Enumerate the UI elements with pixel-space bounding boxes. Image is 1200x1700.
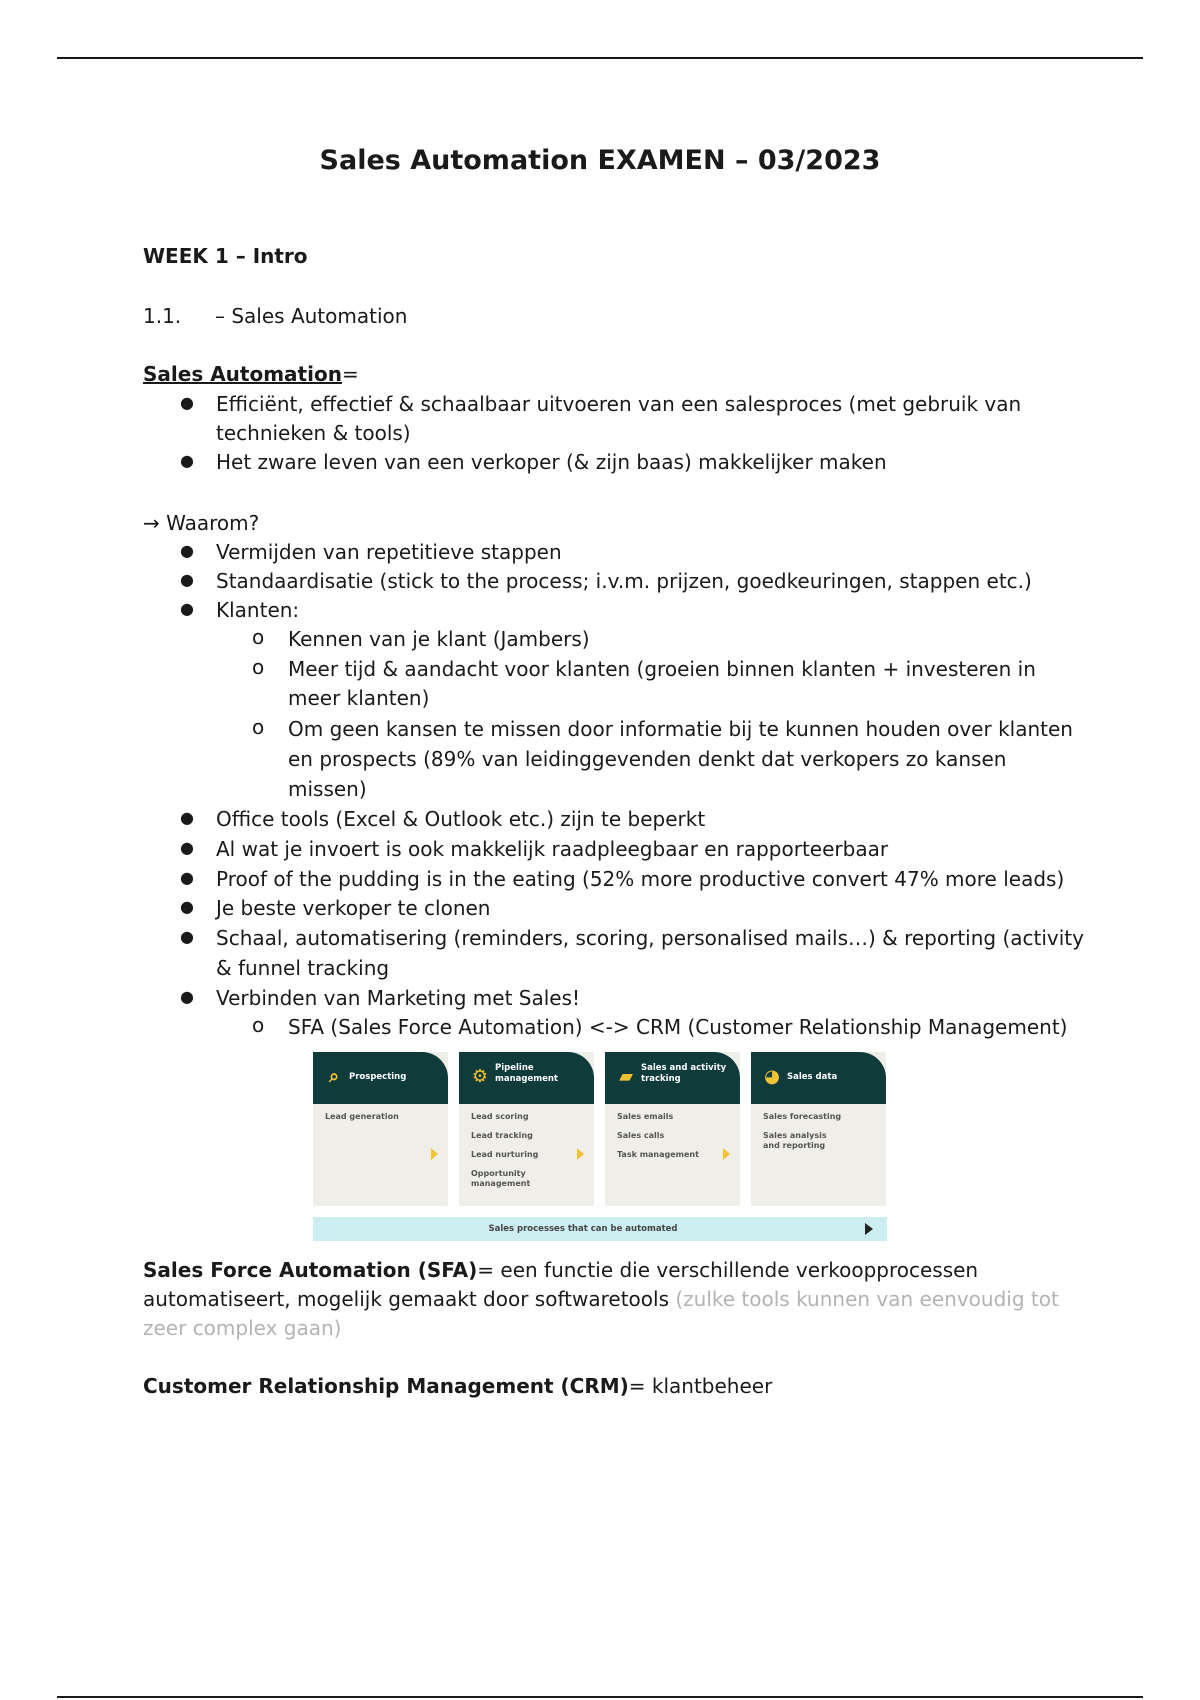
why-line: Schaal, automatisering (reminders, scoring, personalised mails…) & reporting (activity [216,926,1084,950]
why-subline: SFA (Sales Force Automation) <-> CRM (Customer Relationship Management) [288,1015,1068,1039]
why-line: Al wat je invoert is ook makkelijk raadpleegbaar en rapporteerbaar [216,837,889,861]
pie-icon: ◕ [764,1066,780,1087]
section-title: – Sales Automation [215,304,408,328]
why-subline: Kennen van je klant (Jambers) [288,627,590,651]
card-item: Sales forecasting [763,1112,842,1121]
figure-card-prospecting [313,1052,448,1206]
bullet-icon: ● [180,808,194,827]
card-item: Sales analysis and reporting [763,1131,827,1150]
bullet-icon: ● [180,987,194,1006]
card-item: Lead nurturing [471,1150,539,1159]
sfa-note-cont: zeer complex gaan) [143,1316,342,1340]
sfa-line-2 [143,1285,1059,1314]
sub-bullet-icon: o [252,715,265,739]
bullet-icon: ● [180,838,194,857]
definition-heading [143,360,359,389]
why-subline-cont: missen) [288,777,367,801]
definition-bullet-1: Efficiënt, effectief & schaalbaar uitvoeren van een salesproces (met gebruik van [216,392,1022,416]
sub-bullet-icon: o [252,655,265,679]
play-arrow-icon [431,1148,438,1160]
card-heading: Pipeline management [495,1063,558,1084]
play-arrow-icon [723,1148,730,1160]
card-item: Task management [617,1150,699,1159]
card-heading: Prospecting [349,1072,407,1082]
gear-icon: ⚙ [471,1066,489,1087]
search-icon: ⌕ [328,1066,340,1087]
crm-term: Customer Relationship Management (CRM) [143,1374,629,1398]
week-heading: WEEK 1 – Intro [143,244,308,268]
why-line: Je beste verkoper te clonen [216,896,491,920]
section-number: 1.1. [143,304,182,328]
card-item: Lead scoring [471,1112,529,1121]
why-line: Klanten: [216,598,300,622]
figure-card-sales-data [751,1052,886,1206]
why-line: Standaardisatie (stick to the process; i.v.m. prijzen, goedkeuringen, stappen etc.) [216,569,1032,593]
bullet-icon: ● [180,451,194,470]
sfa-def: = een functie die verschillende verkoopprocessen [477,1258,979,1282]
footer-rule [57,1696,1143,1698]
figure-card-pipeline [459,1052,594,1206]
card-item: Sales calls [617,1131,665,1140]
card-heading: Sales and activity tracking [641,1063,727,1084]
bullet-icon: ● [180,868,194,887]
bullet-icon: ● [180,570,194,589]
header-rule [57,57,1143,59]
figure-card-sales-activity [605,1052,740,1206]
sub-bullet-icon: o [252,1013,265,1037]
card-header [313,1052,448,1104]
why-line: Office tools (Excel & Outlook etc.) zijn te beperkt [216,807,706,831]
card-header [459,1052,594,1104]
why-line: Vermijden van repetitieve stappen [216,540,562,564]
bullet-icon: ● [180,541,194,560]
sfa-def-cont: automatiseert, mogelijk gemaakt door softwaretools [143,1287,669,1311]
definition-suffix: = [341,362,359,386]
why-subline: Meer tijd & aandacht voor klanten (groeien binnen klanten + investeren in [288,657,1036,681]
card-item: Lead generation [325,1112,399,1121]
bullet-icon: ● [180,927,194,946]
card-heading: Sales data [787,1072,838,1082]
definition-term: Sales Automation [143,362,342,386]
card-item: Lead tracking [471,1131,533,1140]
chart-icon: ▰ [619,1066,633,1087]
why-line-cont: & funnel tracking [216,956,390,980]
why-subline-cont: meer klanten) [288,686,430,710]
card-header [751,1052,886,1104]
why-line: Verbinden van Marketing met Sales! [216,986,581,1010]
sales-automation-figure [313,1052,887,1242]
figure-process-bar [313,1217,887,1241]
crm-line [143,1372,772,1401]
sfa-line-1 [143,1256,978,1285]
card-item: Sales emails [617,1112,674,1121]
why-subline: Om geen kansen te missen door informatie bij te kunnen houden over klanten [288,717,1073,741]
sfa-term: Sales Force Automation (SFA) [143,1258,478,1282]
why-heading: → Waarom? [143,511,260,535]
bullet-icon: ● [180,393,194,412]
bullet-icon: ● [180,599,194,618]
definition-bullet-2: Het zware leven van een verkoper (& zijn baas) makkelijker maken [216,450,887,474]
why-subline-cont: en prospects (89% van leidinggevenden denkt dat verkopers zo kansen [288,747,1007,771]
sfa-note: (zulke tools kunnen van eenvoudig tot [675,1287,1059,1311]
document-title: Sales Automation EXAMEN – 03/2023 [319,145,881,176]
bullet-icon: ● [180,897,194,916]
crm-def: = klantbeheer [628,1374,773,1398]
card-item: Opportunity management [471,1169,531,1188]
why-line: Proof of the pudding is in the eating (52% more productive convert 47% more leads) [216,867,1065,891]
bar-label: Sales processes that can be automated [488,1224,678,1234]
play-arrow-icon [865,1223,873,1235]
definition-bullet-1-cont: technieken & tools) [216,421,411,445]
card-header [605,1052,740,1104]
play-arrow-icon [577,1148,584,1160]
sub-bullet-icon: o [252,625,265,649]
